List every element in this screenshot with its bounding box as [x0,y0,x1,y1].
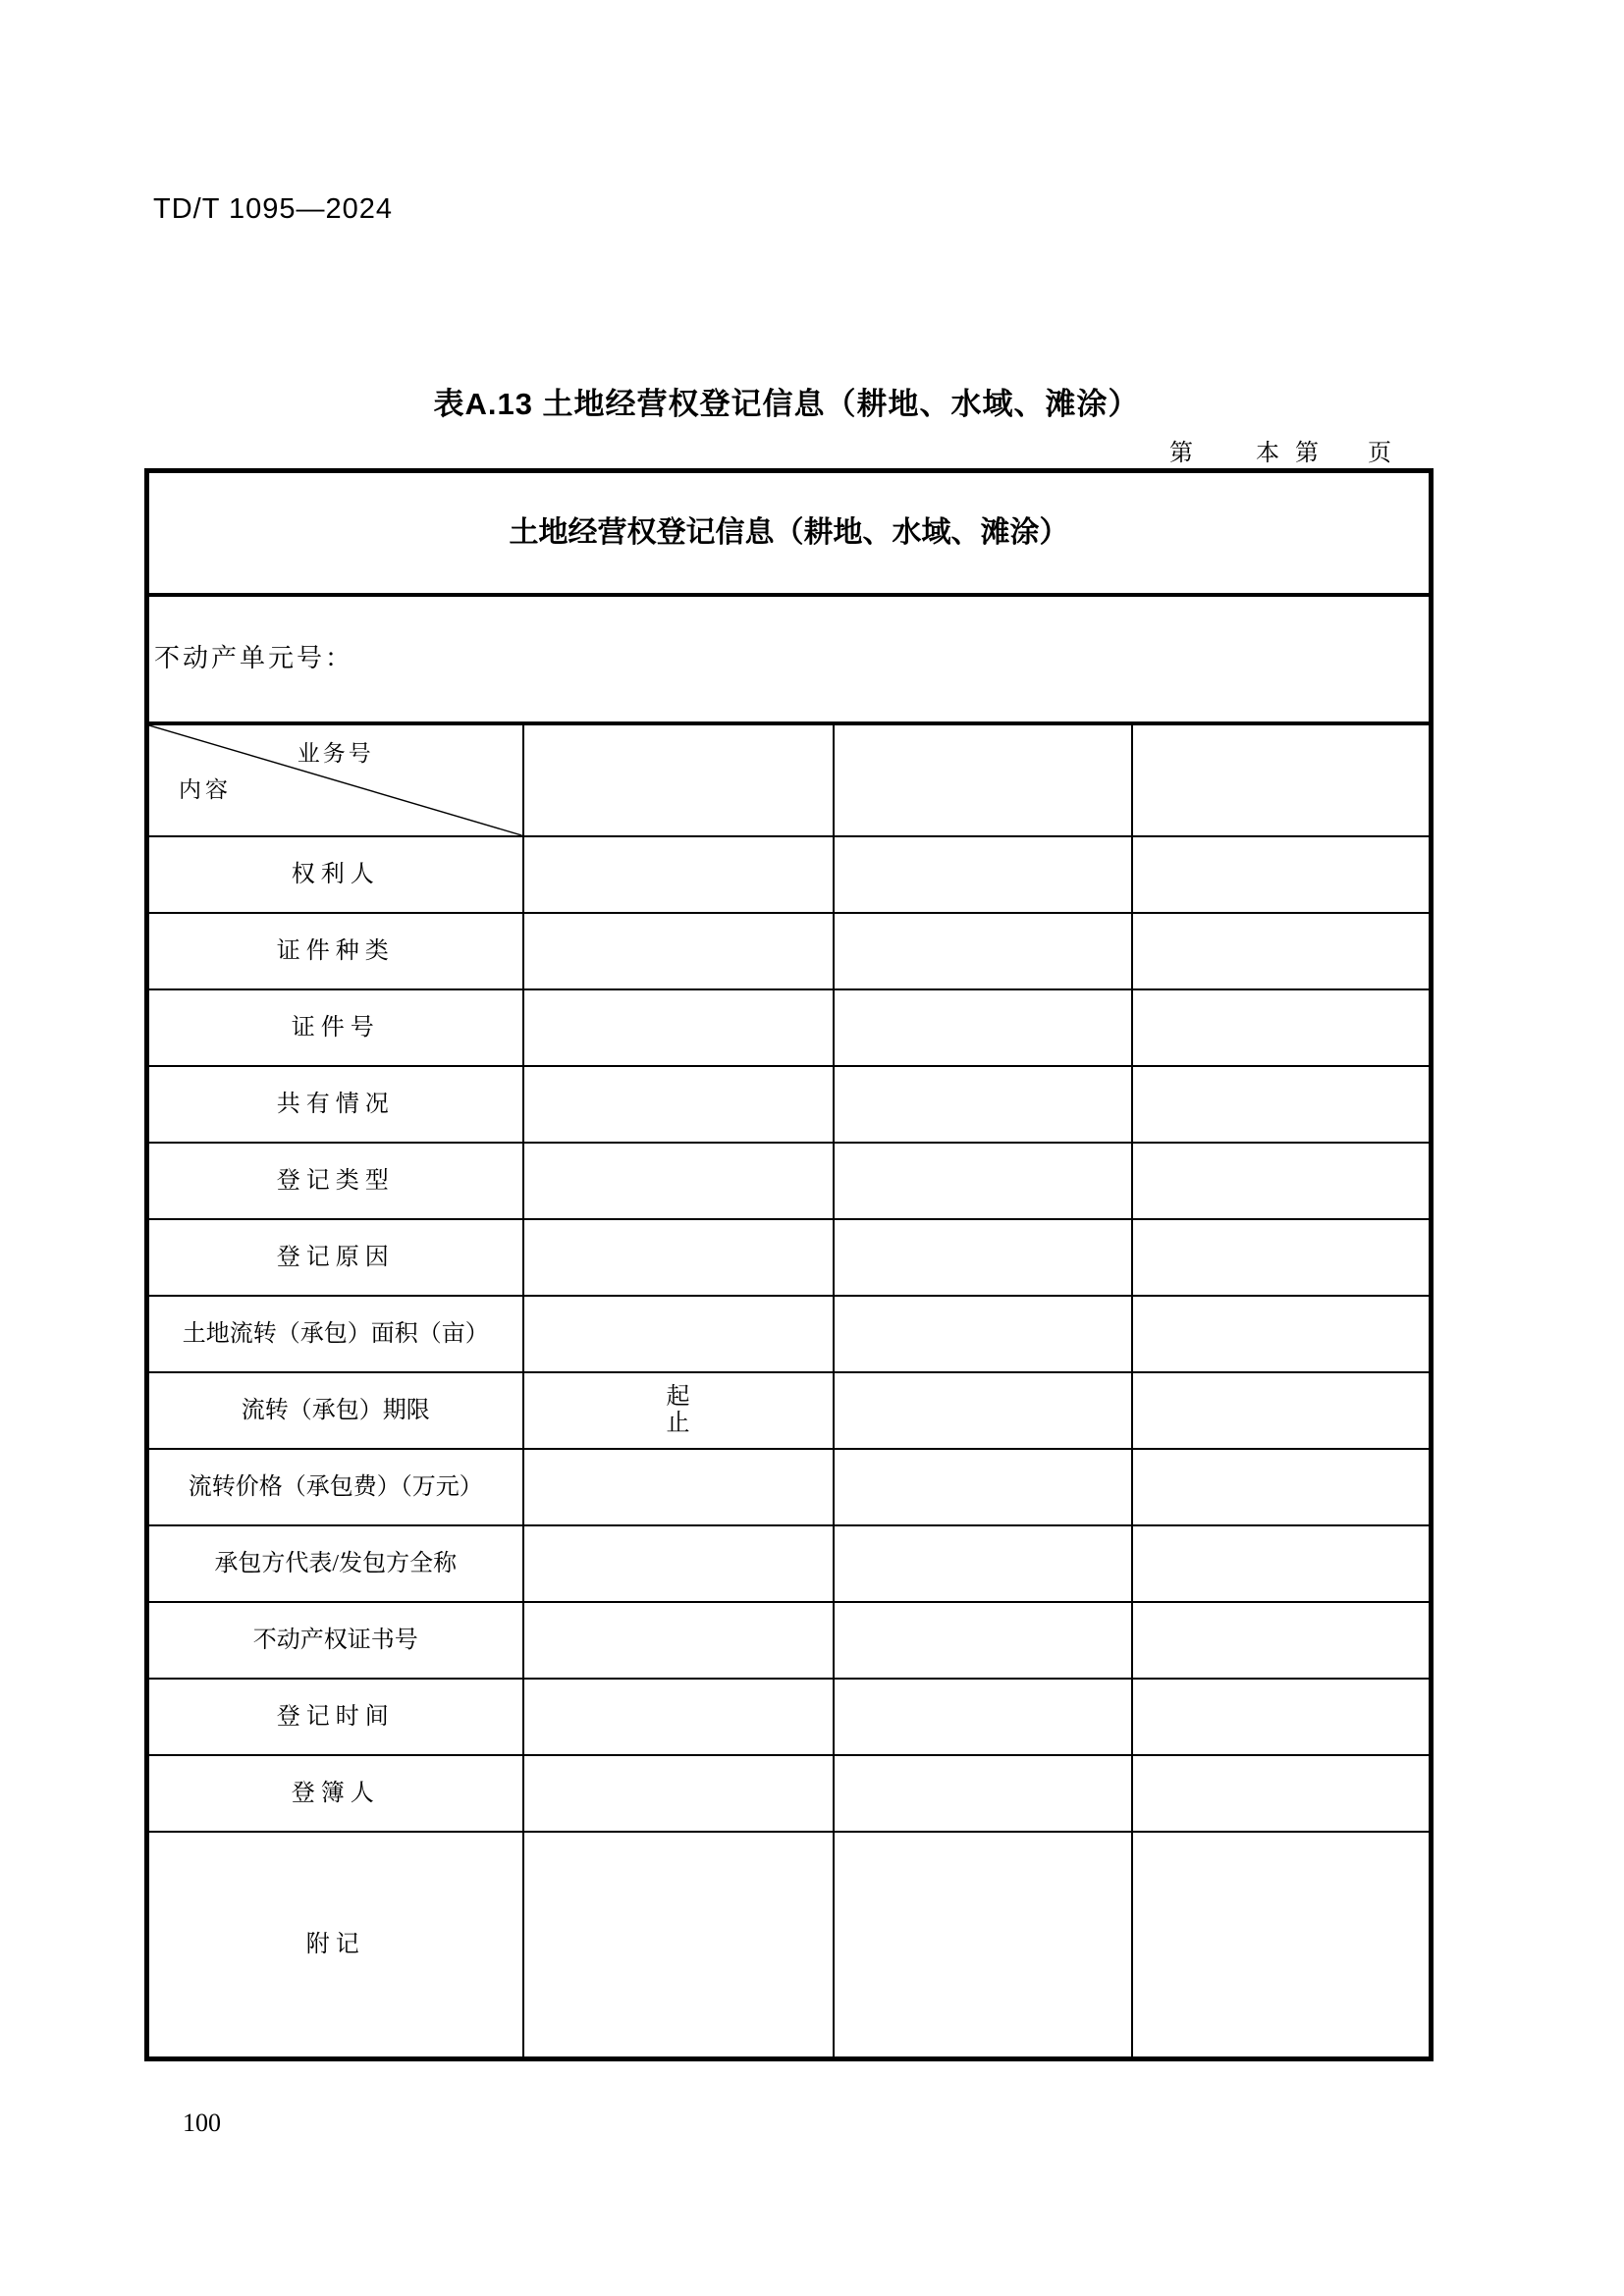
table-header-title: 土地经营权登记信息（耕地、水域、滩涂） [147,471,1432,596]
field-cell [834,1219,1132,1296]
marker-segment: 本 [1256,441,1279,466]
field-label: 登记时间 [147,1679,523,1755]
field-label: 登簿人 [147,1755,523,1832]
table-caption: 表A.13 土地经营权登记信息（耕地、水域、滩涂） [433,387,1140,421]
field-label: 流转价格（承包费）（万元） [147,1449,523,1525]
field-row [147,1525,1432,1602]
field-cell [523,1449,834,1525]
field-cell [1132,1372,1432,1449]
field-cell [1132,1143,1432,1219]
corner-header-cell [147,723,523,836]
field-row [147,1219,1432,1296]
corner-label-content: 内容 [179,777,232,802]
field-cell [523,1296,834,1372]
field-cell [1132,1679,1432,1755]
field-row [147,913,1432,989]
field-cell [834,1525,1132,1602]
field-cell [1132,1525,1432,1602]
table-header-row [147,471,1432,596]
field-label: 流转（承包）期限 [147,1372,523,1449]
unit-number-label: 不动产单元号： [147,595,1432,723]
field-cell [834,1449,1132,1525]
book-page-marker [144,433,1391,467]
field-cell [834,1602,1132,1679]
standard-code: TD/T 1095—2024 [153,193,393,225]
marker-segment: 页 [1368,441,1391,466]
field-row [147,1066,1432,1143]
period-line: 止 [666,1411,690,1436]
field-label: 承包方代表/发包方全称 [147,1525,523,1602]
field-label: 不动产权证书号 [147,1602,523,1679]
field-cell [523,1602,834,1679]
field-label: 登记类型 [147,1143,523,1219]
field-label: 证件号 [147,989,523,1066]
field-cell [1132,1832,1432,2059]
marker-segment: 第 [1169,441,1193,466]
field-cell [1132,1219,1432,1296]
field-cell [1132,836,1432,913]
business-number-cell [523,723,834,836]
field-cell [523,836,834,913]
field-cell [523,1372,834,1449]
field-label: 权利人 [147,836,523,913]
field-cell [1132,1066,1432,1143]
field-row [147,1449,1432,1525]
field-cell [523,1679,834,1755]
field-row [147,1143,1432,1219]
field-cell [523,1832,834,2059]
field-cell [834,1832,1132,2059]
marker-segment: 第 [1295,441,1319,466]
field-cell [1132,1602,1432,1679]
field-row [147,1372,1432,1449]
field-cell [1132,913,1432,989]
field-cell [523,913,834,989]
field-cell [834,1679,1132,1755]
field-cell [834,913,1132,989]
corner-label-business-no: 业务号 [297,741,374,766]
field-row [147,1832,1432,2059]
field-label: 证件种类 [147,913,523,989]
field-cell [523,1143,834,1219]
field-cell [523,1219,834,1296]
business-number-cell [1132,723,1432,836]
field-cell [834,1143,1132,1219]
field-cell [523,1755,834,1832]
field-label: 登记原因 [147,1219,523,1296]
page-number: 100 [183,2109,221,2137]
field-cell [1132,1755,1432,1832]
field-cell [1132,1296,1432,1372]
field-cell [834,1372,1132,1449]
period-line: 起 [666,1384,690,1410]
field-label: 共有情况 [147,1066,523,1143]
matrix-header-row [147,723,1432,836]
field-cell [834,836,1132,913]
field-cell [1132,989,1432,1066]
unit-number-row [147,595,1432,723]
field-cell [523,1066,834,1143]
field-cell [523,1525,834,1602]
field-cell [1132,1449,1432,1525]
field-cell [834,1066,1132,1143]
registration-table [144,468,1434,2061]
field-row [147,989,1432,1066]
field-cell [523,989,834,1066]
field-row [147,1602,1432,1679]
business-number-cell [834,723,1132,836]
field-label: 附记 [147,1832,523,2059]
field-label: 土地流转（承包）面积（亩） [147,1296,523,1372]
field-row [147,1296,1432,1372]
field-cell [834,1296,1132,1372]
field-cell [834,1755,1132,1832]
field-row [147,1679,1432,1755]
field-cell [834,989,1132,1066]
field-row [147,836,1432,913]
field-row [147,1755,1432,1832]
